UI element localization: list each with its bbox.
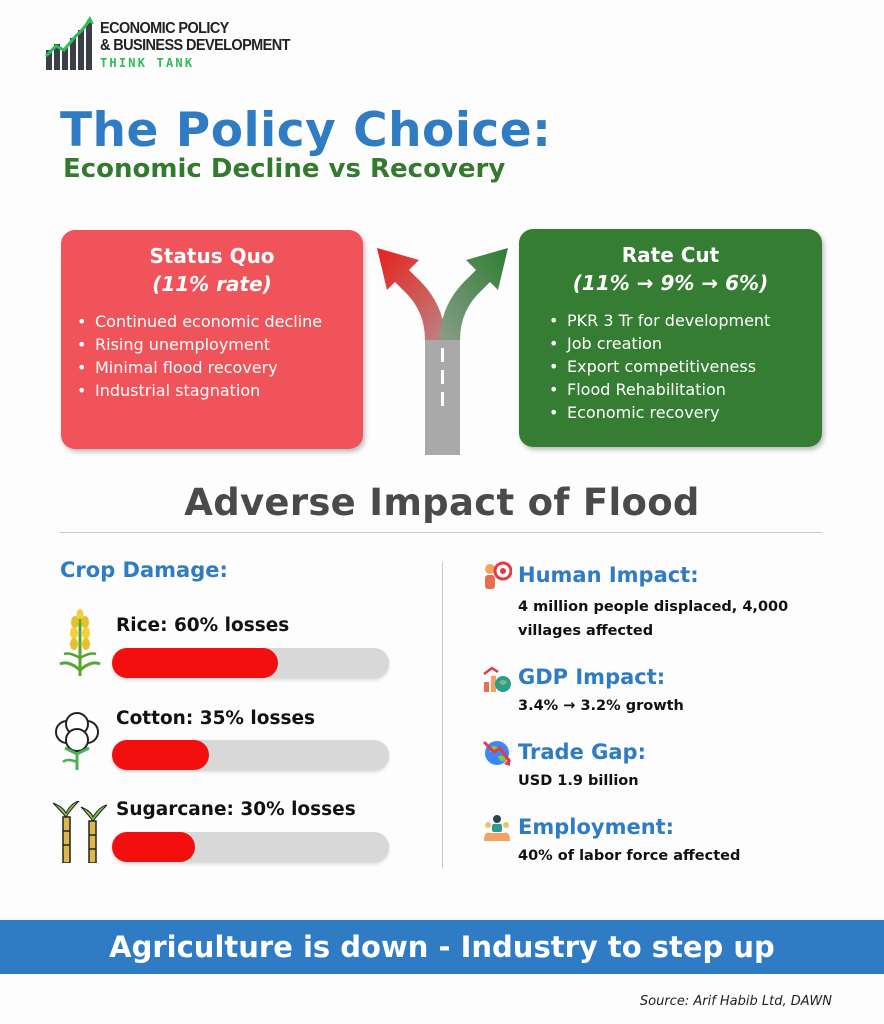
bar-chart-logo-icon: [44, 16, 94, 72]
list-item: • Export competitiveness: [549, 355, 822, 378]
trade-gap-text: USD 1.9 billion: [518, 773, 639, 789]
logo: [44, 16, 290, 72]
fork-road-icon: [365, 240, 520, 455]
rate-cut-subtitle: (11% → 9% → 6%): [572, 271, 769, 295]
logo-line-2: & BUSINESS DEVELOPMENT: [100, 37, 290, 54]
status-quo-card: [61, 230, 363, 449]
rice-label: Rice: 60% losses: [116, 615, 290, 636]
list-item: • Economic recovery: [549, 401, 822, 424]
human-impact-text: 4 million people displaced, 4,000 villages affected: [518, 599, 789, 639]
page-subtitle: Economic Decline vs Recovery: [63, 154, 506, 184]
rate-cut-card: [519, 229, 822, 447]
status-quo-list: [61, 310, 363, 402]
cotton-icon: [53, 712, 101, 774]
list-item: • Minimal flood recovery: [77, 356, 363, 379]
list-item: • Continued economic decline: [77, 310, 363, 333]
logo-line-1: ECONOMIC POLICY: [100, 20, 229, 38]
gdp-impact-text: 3.4% → 3.2% growth: [518, 698, 684, 714]
crop-damage-heading: Crop Damage:: [60, 558, 228, 582]
gdp-icon: [482, 664, 512, 694]
sugarcane-icon: [53, 801, 107, 867]
cotton-loss-bar: [112, 740, 389, 770]
rice-loss-bar: [112, 648, 389, 678]
bottom-banner: Agriculture is down - Industry to step up: [0, 920, 884, 974]
page-title: The Policy Choice:: [60, 103, 552, 158]
logo-line-3: THINK TANK: [100, 56, 195, 70]
employment-icon: [482, 813, 512, 843]
list-item: • Flood Rehabilitation: [549, 378, 822, 401]
list-item: • Job creation: [549, 332, 822, 355]
rate-cut-title: Rate Cut: [621, 243, 720, 267]
section-title: Adverse Impact of Flood: [184, 481, 700, 524]
list-item: • Rising unemployment: [77, 333, 363, 356]
employment-title: Employment:: [518, 815, 675, 839]
divider: [442, 562, 443, 868]
sugarcane-loss-bar-fill: [112, 832, 195, 862]
sugarcane-label: Sugarcane: 30% losses: [116, 799, 356, 820]
cotton-label: Cotton: 35% losses: [116, 708, 316, 729]
people-icon: [482, 561, 512, 591]
trade-icon: [482, 738, 512, 768]
list-item: • Industrial stagnation: [77, 379, 363, 402]
trade-gap-title: Trade Gap:: [518, 740, 646, 764]
gdp-impact-title: GDP Impact:: [518, 665, 666, 689]
sugarcane-loss-bar: [112, 832, 389, 862]
rice-loss-bar-fill: [112, 648, 278, 678]
cotton-loss-bar-fill: [112, 740, 209, 770]
rate-cut-list: [519, 309, 822, 424]
source-note: Source: Arif Habib Ltd, DAWN: [639, 994, 832, 1009]
status-quo-subtitle: (11% rate): [152, 272, 272, 296]
rice-icon: [58, 608, 102, 680]
divider: [60, 532, 822, 533]
employment-text: 40% of labor force affected: [518, 848, 741, 864]
human-impact-title: Human Impact:: [518, 563, 699, 587]
list-item: • PKR 3 Tr for development: [549, 309, 822, 332]
status-quo-title: Status Quo: [149, 244, 275, 268]
